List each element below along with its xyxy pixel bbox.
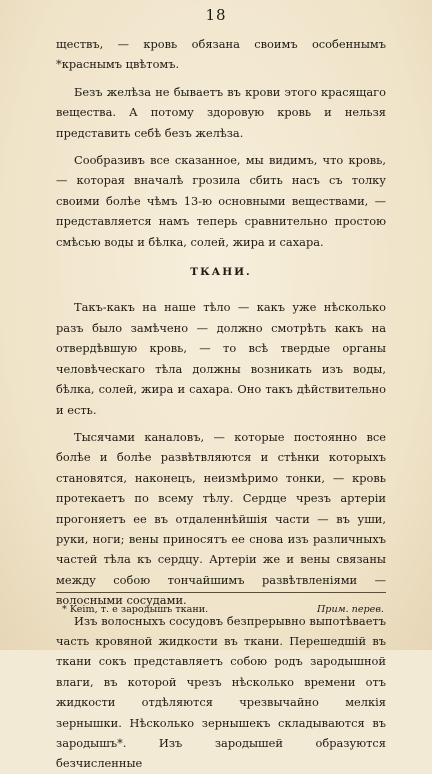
- paragraph-spacer: [56, 420, 386, 427]
- page-number: 18: [205, 6, 227, 24]
- paragraph: Такъ-какъ на наше тѣло — какъ уже нѣсколько разъ было замѣчено — должно смотрѣть какъ на отвердѣвшую кровь, — то всѣ твердые органы человѣческаго тѣла должны возникать изъ воды, бѣлка, солей, жира и сахара. Оно такъ дѣйствительно и есть.: [56, 300, 386, 417]
- paragraph: Изъ волосныхъ сосудовъ безпрерывно выпотѣваетъ часть кровяной жидкости въ ткани. Перешедшій въ ткани сокъ представляетъ собою родъ зародышной влаги, въ которой чрезъ нѣсколько времени отъ жидкости отдѣляются чрезвычайно мелкія зернышки. Нѣсколько зернышекъ складываются въ зародышъ*. Изъ зародышей образуются безчисленные: [56, 613, 386, 771]
- paragraph: Сообразивъ все сказанное, мы видимъ, что кровь, — которая вначалѣ грозила сбить насъ съ толку своими болѣе чѣмъ 13-ю основными веществами, — представляется намъ теперь сравнительно простою смѣсью воды и бѣлка, солей, жира и сахара.: [56, 153, 386, 249]
- paragraph-spacer: [56, 75, 386, 82]
- footnote-text: * Keim, т. е зародышъ ткани.: [62, 604, 209, 615]
- footnote: [56, 603, 386, 617]
- page-body: [56, 34, 386, 774]
- paragraph: ществъ, — кровь обязана своимъ особеннымъ *краснымъ цвѣтомъ.: [56, 37, 386, 72]
- footnote-attribution: Прим. перев.: [316, 604, 384, 615]
- footnote-divider: [56, 592, 386, 593]
- paragraph: Тысячами каналовъ, — которые постоянно все болѣе и болѣе развѣтвляются и стѣнки которыхъ становятся, наконецъ, неизмѣримо тонки, — кровь протекаетъ по всему тѣлу. Сердце чрезъ артеріи прогоняетъ ее въ отдаленнѣйшія части — въ уши, руки, ноги; вены приносятъ ее снова изъ различныхъ частей тѣла къ сердцу. Артеріи же и вены связаны между собою тончайшимъ развѣтвленіями — волосными сосудами.: [56, 429, 386, 608]
- paragraph-spacer: [56, 143, 386, 150]
- paragraph: Безъ желѣза не бываетъ въ крови этого красящаго вещества. А потому здоровую кровь и нельзя представить себѣ безъ желѣза.: [56, 84, 386, 140]
- section-heading: ТКАНИ.: [190, 266, 252, 279]
